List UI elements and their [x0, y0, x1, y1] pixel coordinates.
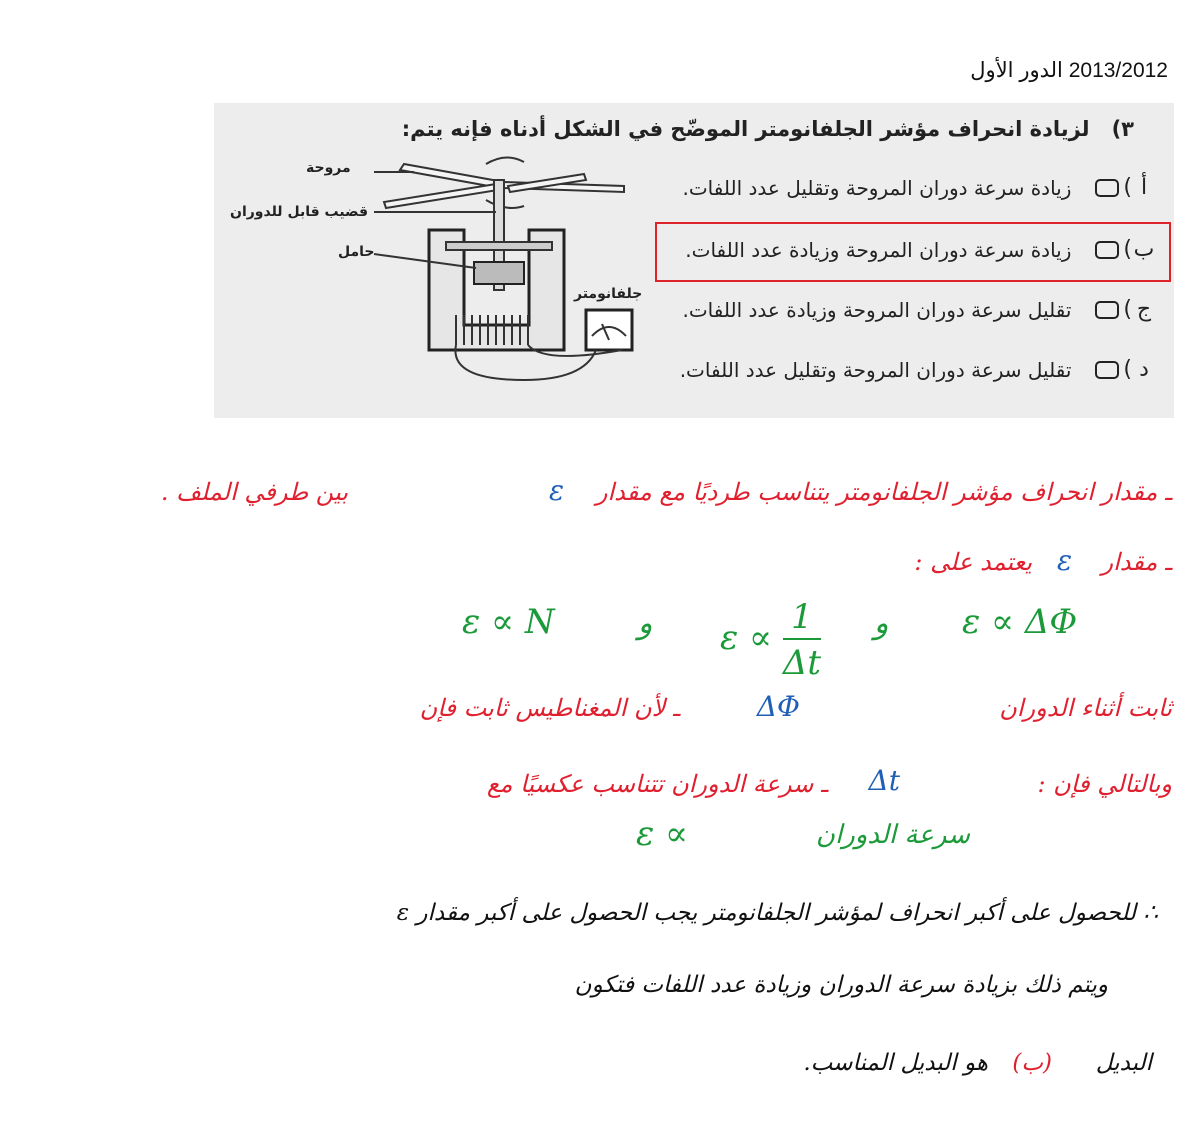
- note-line2-start: ـ مقدار: [1101, 548, 1172, 576]
- correct-answer-highlight: [655, 222, 1171, 282]
- exam-year-header: 2013/2012 الدور الأول: [970, 59, 1168, 82]
- note-line3-start: ـ لأن المغناطيس ثابت فإن: [419, 694, 680, 722]
- option-letter: ب: [1133, 237, 1155, 262]
- note-line1-emf: ε: [548, 474, 564, 507]
- note-line2-emf: ε: [1056, 544, 1072, 577]
- conclusion-line3-end: هو البديل المناسب.: [803, 1050, 988, 1076]
- option-letter: د: [1139, 357, 1149, 382]
- option-d[interactable]: د ) تقليل سرعة دوران المروحة وتقليل عدد اللفات.: [680, 357, 1156, 382]
- question-text: لزيادة انحراف مؤشر الجلفانومتر الموضّح في الشكل أدناه فإنه يتم:: [401, 117, 1090, 141]
- fan-galvanometer-diagram: [224, 150, 644, 390]
- formula-and-2: و: [874, 606, 889, 641]
- conclusion-line2: ويتم ذلك بزيادة سرعة الدوران وزيادة عدد اللفات فتكون: [574, 972, 1108, 998]
- conclusion-line1: ∴ للحصول على أكبر انحراف لمؤشر الجلفانومتر يجب الحصول على أكبر مقدار ε: [396, 900, 1158, 926]
- option-letter: أ: [1140, 175, 1148, 200]
- option-text: تقليل سرعة دوران المروحة وتقليل عدد اللفات.: [679, 357, 1072, 382]
- formula-emf-n: ε ∝ N: [462, 602, 555, 642]
- note-line3-end: ثابت أثناء الدوران: [999, 694, 1172, 722]
- question-title: [402, 117, 1134, 141]
- option-c-checkbox[interactable]: [1095, 301, 1119, 319]
- note-line5-text: سرعة الدوران: [815, 820, 970, 850]
- formula-and-1: و: [638, 606, 653, 641]
- option-d-checkbox[interactable]: [1095, 361, 1119, 379]
- note-line5-formula: ε ∝: [636, 814, 689, 854]
- note-line4-end: وبالتالي فإن :: [1037, 770, 1172, 798]
- option-b[interactable]: ب ) زيادة سرعة دوران المروحة وزيادة عدد اللفات.: [685, 237, 1155, 262]
- note-line1-start: ـ مقدار انحراف مؤشر الجلفانومتر يتناسب طرديًا مع مقدار: [595, 478, 1172, 506]
- option-text: زيادة سرعة دوران المروحة وتقليل عدد اللفات.: [682, 175, 1072, 200]
- formula-emf-dt: ε ∝ $\frac{1}{\Delta t}$: [720, 597, 822, 683]
- note-line4-start: ـ سرعة الدوران تتناسب عكسيًا مع: [486, 770, 828, 798]
- note-line2-end: يعتمد على :: [914, 548, 1032, 576]
- label-galvanometer: جلفانومتر: [574, 286, 643, 302]
- option-a[interactable]: أ ) زيادة سرعة دوران المروحة وتقليل عدد اللفات.: [683, 175, 1157, 200]
- label-holder: حامل: [338, 244, 375, 260]
- option-c[interactable]: ج ) تقليل سرعة دوران المروحة وزيادة عدد اللفات.: [683, 297, 1157, 322]
- option-text: زيادة سرعة دوران المروحة وزيادة عدد اللفات.: [685, 237, 1072, 262]
- note-line4-dt: Δt: [868, 764, 900, 797]
- option-letter: ج: [1136, 297, 1152, 322]
- conclusion-choice: (ب): [1012, 1050, 1052, 1076]
- option-text: تقليل سرعة دوران المروحة وزيادة عدد اللفات.: [682, 297, 1072, 322]
- conclusion-line3-start: البديل: [1095, 1050, 1152, 1076]
- note-line3-dphi: ΔΦ: [756, 690, 800, 723]
- label-fan: مروحة: [306, 160, 351, 176]
- formula-emf-dphi: ε ∝ ΔΦ: [962, 602, 1078, 642]
- option-a-checkbox[interactable]: [1095, 179, 1119, 197]
- note-line1-end: بين طرفي الملف .: [160, 478, 348, 506]
- label-rod: قضيب قابل للدوران: [230, 204, 368, 220]
- question-number: ٣): [1111, 117, 1134, 141]
